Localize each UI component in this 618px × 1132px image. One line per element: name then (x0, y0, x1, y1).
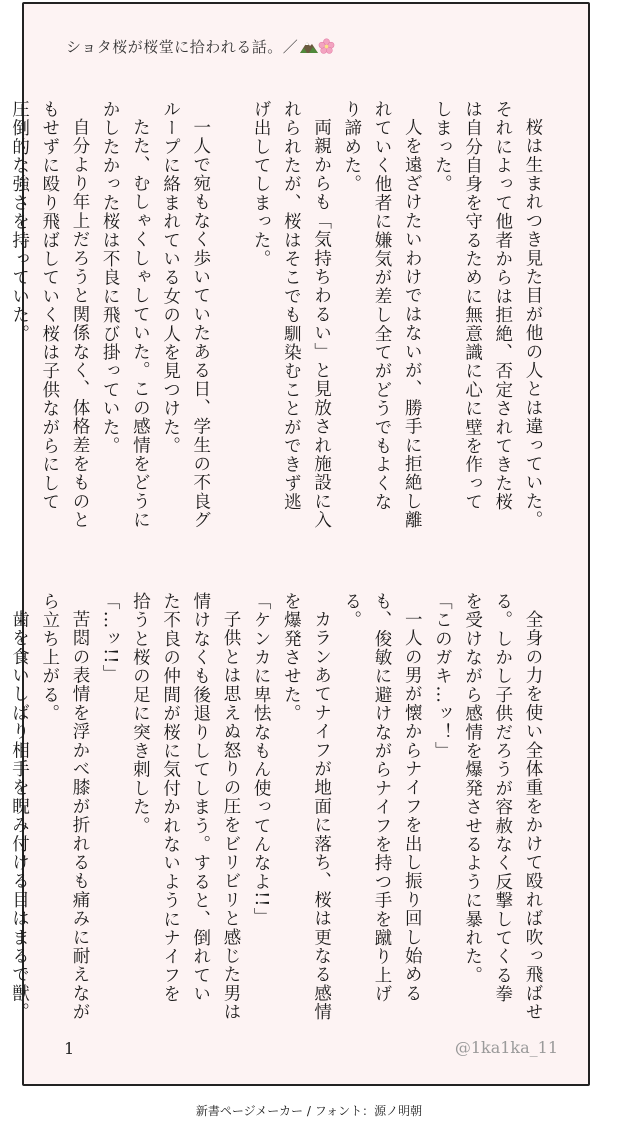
upper-vertical-text (9, 100, 548, 530)
page-title (66, 36, 335, 57)
paragraph: 一人の男が懐からナイフを出し振り回し始めるも、俊敏に避けながらナイフを持つ手を蹴り上げる。 (341, 592, 423, 1004)
cherry-blossom-icon (318, 38, 335, 55)
page-number: 1 (64, 1039, 75, 1058)
title-text: ショタ桜が桜堂に拾われる話。／ (66, 38, 299, 56)
paragraph: 「…ッ!!」 (100, 592, 121, 684)
mountain-icon (300, 40, 318, 53)
paragraph (216, 100, 246, 530)
novel-page (9, 2, 590, 1086)
paragraph: 全身の力を使い全体重をかけて殴れば吹っ飛ばせる。しかし子供だろうが容赦なく反撃してくる拳を受けながら感情を爆発させるように暴れた。 (462, 592, 543, 1021)
generator-credit: 新書ページメーカー / フォント：源ノ明朝 (195, 1104, 423, 1118)
upper-text-block (9, 100, 548, 530)
paragraph: 一人で宛もなく歩いていたある日、学生の不良グループに絡まれている女の人を見つけた。 (160, 100, 211, 529)
author-handle: @1ka1ka_11 (454, 1038, 558, 1057)
paragraph: 自分より年上だろうと関係なく、体格差をものともせずに殴り飛ばしていく桜は子供ながらにして圧倒的な強さを持っていた。 (9, 100, 90, 529)
lower-text-block (9, 592, 548, 1022)
paragraph: 苦悶の表情を浮かべ膝が折れるも痛みに耐えながら立ち上がる。 (39, 592, 90, 1021)
paragraph: 人を遠ざけたいわけではないが、勝手に拒絶し離れていく他者に嫌気が差し全てがどうでもよくなり諦めた。 (341, 100, 423, 529)
paragraph: 桜は生まれつき見た目が他の人とは違っていた。それによって他者からは拒絶、否定されてきた桜は自分自身を守るために無意識に心に壁を作ってしまった。 (432, 100, 543, 529)
paragraph: 歯を食いしばり相手を睨み付ける目はまるで獣。 (9, 609, 30, 1021)
paragraph: 両親からも「気持ちわるい」と見放され施設に入れられたが、桜はそこでも馴染むことができず逃げ出してしまった。 (251, 100, 332, 529)
paragraph: 「ケンカに卑怯なもん使ってんなよ!!」 (251, 592, 272, 927)
paragraph: 「このガキ…ッ！」 (432, 592, 453, 761)
lower-vertical-text (9, 592, 548, 1022)
paragraph: 子供とは思えぬ怒りの圧をビリビリと感じた男は情けなくも後退りしてしまう。すると、倒れていた不良の仲間が桜に気付かれないようにナイフを拾うと桜の足に突き刺した。 (130, 592, 241, 1021)
paragraph: たた、むしゃくしゃしていた。この感情をどうにかしたかった桜は不良に飛び掛っていた。 (100, 100, 151, 529)
paragraph: カランあてナイフが地面に落ち、桜は更なる感情を爆発させた。 (281, 592, 332, 1021)
